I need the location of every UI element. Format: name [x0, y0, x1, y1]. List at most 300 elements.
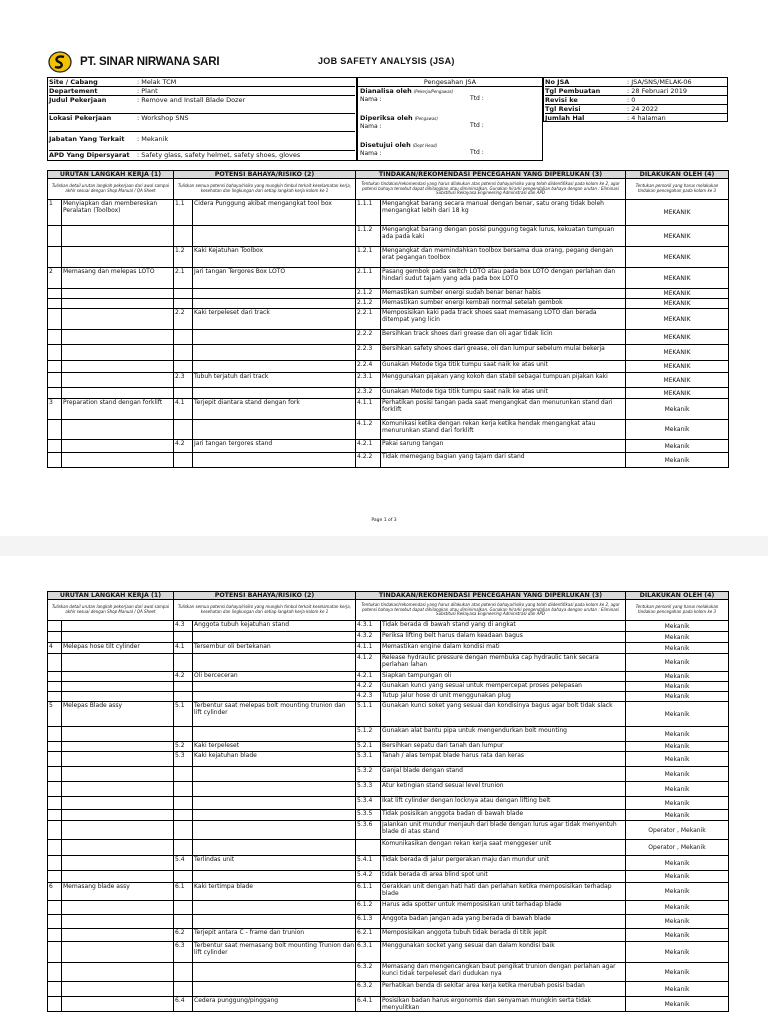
hazard-number: 4.1: [174, 399, 193, 420]
hazard-number: 6.1: [174, 883, 193, 901]
step-text: [62, 420, 174, 440]
step-number: [48, 440, 62, 453]
step-text: Melepas Blade assy: [62, 702, 174, 727]
company-name: PT. SINAR NIRWANA SARI: [80, 56, 220, 68]
step-text: [62, 345, 174, 361]
table-row: [48, 388, 729, 399]
column-desc-steps: Tuliskan detail urutan langkah pekerjaan dari awal sampai akhir sesuai dengan Shop Manual / QA Sheet: [48, 600, 174, 621]
hazard-text: [193, 901, 356, 915]
column-desc-performed-by: Tentukan personil yang harus melakukan tindakan pencegahan pada kolom ke 3: [626, 179, 729, 200]
hazard-number: [174, 797, 193, 810]
hazard-number: 4.3: [174, 621, 193, 632]
hazard-number: [174, 901, 193, 915]
action-number: 2.2.2: [356, 330, 381, 345]
action-number: 5.3.5: [356, 810, 381, 821]
step-number: 6: [48, 883, 62, 901]
hazard-text: Kaki tertimpa blade: [193, 883, 356, 901]
step-text: [62, 289, 174, 299]
revision-date-label: Tgl Revisi: [545, 105, 581, 113]
step-number: [48, 782, 62, 797]
action-number: 4.3.1: [356, 621, 381, 632]
performed-by: Mekanik: [626, 692, 729, 702]
step-number: 1: [48, 200, 62, 226]
hazard-text: [193, 420, 356, 440]
step-text: Memasang blade assy: [62, 883, 174, 901]
step-text: [62, 373, 174, 388]
performed-by: MEKANIK: [626, 299, 729, 309]
revision-date-value: : 24 2022: [627, 105, 659, 113]
step-number: [48, 621, 62, 632]
location-row: [49, 114, 355, 132]
document-header: [48, 49, 728, 75]
action-text: Periksa lifting belt harus dalam keadaan bagus: [381, 632, 626, 643]
table-row: [48, 692, 729, 702]
hazard-number: [174, 963, 193, 982]
step-number: 4: [48, 643, 62, 654]
step-number: 3: [48, 399, 62, 420]
step-number: [48, 453, 62, 468]
action-number: 4.1.1: [356, 399, 381, 420]
hazard-number: 2.2: [174, 309, 193, 330]
checked-name: Nama :: [360, 123, 382, 130]
action-number: 2.3.1: [356, 373, 381, 388]
action-text: Komunikasi ketika dengan rekan kerja ketika hendak mengangkat atau menurunkan stand dari forklift: [381, 420, 626, 440]
document-info-box: [543, 77, 728, 122]
hazard-number: [174, 840, 193, 856]
step-number: [48, 632, 62, 643]
column-desc-performed-by: Tentukan personil yang harus melakukan tindakan pencegahan pada kolom ke 3: [626, 600, 729, 621]
table-row: [48, 643, 729, 654]
table-row: [48, 702, 729, 727]
step-text: [62, 309, 174, 330]
performed-by: MEKANIK: [626, 309, 729, 330]
column-desc-actions: Tentukan tindakan/rekomendasi yang harus dilakukan atas potensi bahaya/risiko yang telah diidentifikasi pada kolom ke 2, agar potensi bahaya tersebut dapat dihilangkan atau diminimalkan. Gunakan hirarki pengendalian bahaya dengan urutan : Eliminasi Substitusi Rekayasa Engineering Adminstrasi dan APD: [356, 600, 626, 621]
approved-signature: Ttd :: [470, 149, 484, 156]
performed-by: Mekanik: [626, 440, 729, 453]
position-value: : Mekanik: [137, 135, 169, 143]
performed-by: Mekanik: [626, 963, 729, 982]
table-row: [48, 821, 729, 840]
performed-by: Mekanik: [626, 453, 729, 468]
step-text: [62, 672, 174, 682]
approval-checked: [360, 114, 540, 131]
hazard-text: Oli berceceran: [193, 672, 356, 682]
action-text: Pasang gembok pada switch LOTO atau pada box LOTO dengan perlahan dan hindari sudut tajam yang ada pada box LOTO: [381, 268, 626, 289]
analyzed-signature: Ttd :: [470, 95, 484, 102]
performed-by: MEKANIK: [626, 373, 729, 388]
apd-label: APD Yang Dipersyarat: [49, 151, 130, 159]
table-row: [48, 226, 729, 247]
table-description-row: [48, 179, 729, 200]
hazard-number: [174, 420, 193, 440]
action-number: 4.2.1: [356, 440, 381, 453]
table-body-page-1: [48, 200, 729, 468]
step-number: [48, 226, 62, 247]
action-text: Release hydraulic pressure dengan membuka cap hydraulic tank secara perlahan lahan: [381, 654, 626, 672]
performed-by: Mekanik: [626, 643, 729, 654]
performed-by: MEKANIK: [626, 345, 729, 361]
step-text: [62, 821, 174, 840]
step-text: [62, 871, 174, 883]
step-number: [48, 330, 62, 345]
jsa-number-label: No JSA: [545, 78, 570, 86]
action-text: Komunikasikan dengan rekan kerja saat menggeser unit: [381, 840, 626, 856]
action-text: Bersihkan sepatu dari tanah dan lumpur: [381, 742, 626, 752]
performed-by: Mekanik: [626, 883, 729, 901]
step-text: [62, 654, 174, 672]
action-text: Pakai sarung tangan: [381, 440, 626, 453]
location-label: Lokasi Pekerjaan: [49, 114, 112, 122]
performed-by: Mekanik: [626, 752, 729, 767]
step-text: [62, 621, 174, 632]
column-header-steps: URUTAN LANGKAH KERJA (1): [48, 171, 174, 179]
step-text: [62, 682, 174, 692]
hazard-number: 4.2: [174, 672, 193, 682]
hazard-text: Kaki Kejatuhan Toolbox: [193, 247, 356, 268]
action-number: 5.3.6: [356, 821, 381, 840]
action-number: 4.1.2: [356, 420, 381, 440]
table-row: [48, 742, 729, 752]
action-text: Tidak berada di jalur pergerakan maju dan mundur unit: [381, 856, 626, 871]
created-date-value: : 28 Februari 2019: [627, 87, 687, 95]
hazard-number: [174, 692, 193, 702]
step-text: [62, 453, 174, 468]
table-row: [48, 840, 729, 856]
action-number: 1.1.1: [356, 200, 381, 226]
step-text: [62, 330, 174, 345]
action-text: Perhatikan benda di sekitar area kerja ketika merubah posisi badan: [381, 982, 626, 997]
hazard-text: [193, 361, 356, 373]
hazard-text: Kaki terpeleset dari track: [193, 309, 356, 330]
step-text: [62, 963, 174, 982]
action-text: Gunakan kunci yang sesuai untuk mempercepat proses pelepasan: [381, 682, 626, 692]
job-title-row: [49, 96, 355, 114]
action-text: Gerakkan unit dengan hati hati dan perlahan ketika memposisikan terhadap blade: [381, 883, 626, 901]
table-row: [48, 420, 729, 440]
step-number: [48, 840, 62, 856]
table-row: [48, 399, 729, 420]
performed-by: Mekanik: [626, 982, 729, 997]
hazard-text: Anggota tubuh kejatuhan stand: [193, 621, 356, 632]
step-text: [62, 982, 174, 997]
action-number: 6.3.1: [356, 942, 381, 963]
step-number: [48, 373, 62, 388]
hazard-text: [193, 388, 356, 399]
action-text: Gunakan kunci soket yang sesuai dan kondisinya bagus agar bolt tidak slack: [381, 702, 626, 727]
hazard-number: [174, 453, 193, 468]
step-number: [48, 901, 62, 915]
checked-role: (Pengawas): [414, 116, 438, 121]
action-text: Mengangkat dan memindahkan toolbox bersama dua orang, pegang dengan erat pegangan toolbox: [381, 247, 626, 268]
action-text: Tutup jalur hose di unit menggunakan plug: [381, 692, 626, 702]
step-text: [62, 840, 174, 856]
step-text: [62, 810, 174, 821]
table-row: [48, 654, 729, 672]
site-row: [49, 78, 355, 87]
performed-by: Mekanik: [626, 632, 729, 643]
action-number: 2.3.2: [356, 388, 381, 399]
performed-by: Mekanik: [626, 915, 729, 929]
hazard-text: Kaki kejatuhan blade: [193, 752, 356, 767]
hazard-text: [193, 797, 356, 810]
hazard-text: Cidera Punggung akibat mengangkat tool box: [193, 200, 356, 226]
step-number: [48, 856, 62, 871]
hazard-text: [193, 453, 356, 468]
table-row: [48, 727, 729, 742]
hazard-number: [174, 982, 193, 997]
hazard-text: Terbentur saat memasang bolt mounting Trunion dan lift cylinder: [193, 942, 356, 963]
table-row: [48, 268, 729, 289]
company-logo-icon: [48, 51, 72, 73]
step-number: [48, 361, 62, 373]
hazard-number: [174, 821, 193, 840]
analyzed-name: Nama :: [360, 96, 382, 103]
hazard-number: 5.2: [174, 742, 193, 752]
page-2: [0, 556, 768, 1024]
action-text: Memastikan sumber energi sudah benar benar habis: [381, 289, 626, 299]
hazard-text: Kaki terpeleset: [193, 742, 356, 752]
hazard-text: [193, 682, 356, 692]
position-row: [49, 132, 355, 151]
hazard-number: [174, 299, 193, 309]
step-number: [48, 289, 62, 299]
step-number: [48, 997, 62, 1012]
table-row: [48, 901, 729, 915]
table-row: [48, 200, 729, 226]
performed-by: MEKANIK: [626, 330, 729, 345]
hazard-text: [193, 727, 356, 742]
table-row: [48, 672, 729, 682]
step-number: [48, 915, 62, 929]
approval-approved: [360, 141, 540, 158]
action-text: Ikat lift cylinder dengan locknya atau dengan lifting belt: [381, 797, 626, 810]
hazard-number: [174, 782, 193, 797]
approval-analyzed: [360, 87, 540, 104]
action-text: Bersihkan safety shoes dari grease, oli dan lumpur sebelum mulai bekerja: [381, 345, 626, 361]
job-info-box: [47, 77, 357, 161]
hazard-number: 4.1: [174, 643, 193, 654]
hazard-number: 2.1: [174, 268, 193, 289]
action-number: 5.4.1: [356, 856, 381, 871]
hazard-text: Cedera punggung/pinggang: [193, 997, 356, 1012]
performed-by: Mekanik: [626, 997, 729, 1012]
column-desc-hazards: Tuliskan semua potensi bahaya/risiko yang mungkin timbul terkait keselamatan kerja, kesehatan dan lingkungan dari setiap langkah kerja kolom ke 1: [174, 600, 356, 621]
step-text: [62, 752, 174, 767]
action-text: Mengangkat barang secara manual dengan benar, satu orang tidak boleh mengangkat lebih dari 18 kg: [381, 200, 626, 226]
hazard-number: 1.1: [174, 200, 193, 226]
step-text: [62, 299, 174, 309]
step-text: [62, 632, 174, 643]
hazard-number: 5.1: [174, 702, 193, 727]
action-number: 5.1.2: [356, 727, 381, 742]
revision-value: : 0: [627, 96, 636, 104]
step-text: Memasang dan melepas LOTO: [62, 268, 174, 289]
performed-by: Mekanik: [626, 727, 729, 742]
performed-by: Mekanik: [626, 797, 729, 810]
performed-by: Mekanik: [626, 871, 729, 883]
step-number: [48, 963, 62, 982]
table-row: [48, 682, 729, 692]
step-number: 2: [48, 268, 62, 289]
action-text: Gunakan Metode tiga titik tumpu saat naik ke atas unit: [381, 361, 626, 373]
performed-by: Operator , Mekanik: [626, 821, 729, 840]
action-number: 6.3.2: [356, 963, 381, 982]
performed-by: Mekanik: [626, 742, 729, 752]
action-number: 2.1.1: [356, 268, 381, 289]
performed-by: Mekanik: [626, 702, 729, 727]
position-label: Jabatan Yang Terkait: [49, 135, 125, 143]
table-row: [48, 782, 729, 797]
performed-by: Mekanik: [626, 942, 729, 963]
performed-by: Mekanik: [626, 672, 729, 682]
action-number: 5.3.2: [356, 767, 381, 782]
analyzed-label: Dianalisa oleh: [360, 87, 412, 95]
department-row: [49, 87, 355, 96]
table-header-row: [48, 592, 729, 600]
hazard-text: [193, 632, 356, 643]
checked-label: Diperiksa oleh: [360, 114, 413, 122]
hazard-number: 5.3: [174, 752, 193, 767]
action-text: Posisikan badan harus ergonomis dan senyaman mungkin serta tidak menyulitkan: [381, 997, 626, 1012]
step-text: [62, 361, 174, 373]
performed-by: Mekanik: [626, 782, 729, 797]
step-text: Preparation stand dengan forklift: [62, 399, 174, 420]
column-header-performed-by: DILAKUKAN OLEH (4): [626, 592, 729, 600]
column-header-steps: URUTAN LANGKAH KERJA (1): [48, 592, 174, 600]
hazard-text: [193, 767, 356, 782]
created-date-label: Tgl Pembuatan: [545, 87, 601, 95]
action-text: Memposisikan anggota tubuh tidak berada di titik jepit: [381, 929, 626, 942]
action-number: 5.4.2: [356, 871, 381, 883]
hazard-number: 6.4: [174, 997, 193, 1012]
table-header-row: [48, 171, 729, 179]
jsa-table-page-2: [47, 591, 729, 1012]
hazard-text: [193, 915, 356, 929]
hazard-number: 2.3: [174, 373, 193, 388]
action-number: 4.2.2: [356, 453, 381, 468]
action-text: Gunakan alat bantu pipa untuk mengendurkan bolt mounting: [381, 727, 626, 742]
hazard-text: [193, 963, 356, 982]
step-text: [62, 388, 174, 399]
jsa-number-row: [545, 78, 727, 87]
hazard-number: 1.2: [174, 247, 193, 268]
performed-by: Mekanik: [626, 682, 729, 692]
action-number: 1.2.1: [356, 247, 381, 268]
action-text: Harus ada spotter untuk memposisikan unit terhadap blade: [381, 901, 626, 915]
table-row: [48, 309, 729, 330]
table-row: [48, 982, 729, 997]
action-text: Jalankan unit mundur menjauh dari blade dengan lurus agar tidak menyentuh blade di atas stand: [381, 821, 626, 840]
action-number: 6.1.3: [356, 915, 381, 929]
page-footer: Page 1 of 3: [371, 518, 397, 523]
action-number: 2.1.2: [356, 299, 381, 309]
action-text: Anggota badan jangan ada yang berada di bawah blade: [381, 915, 626, 929]
department-value: : Plant: [137, 87, 158, 95]
action-number: 1.1.2: [356, 226, 381, 247]
action-text: Memastikan engine dalam kondisi mati: [381, 643, 626, 654]
table-row: [48, 247, 729, 268]
jsa-number-value: : JSA/SNS/MELAK-06: [627, 78, 692, 86]
action-text: Perhatikan posisi tangan pada saat mengangkat dan menurunkan stand dari forklift: [381, 399, 626, 420]
performed-by: Mekanik: [626, 621, 729, 632]
performed-by: Mekanik: [626, 856, 729, 871]
step-text: [62, 727, 174, 742]
action-text: Tidak memegang bagian yang tajam dari stand: [381, 453, 626, 468]
table-row: [48, 871, 729, 883]
step-number: [48, 672, 62, 682]
step-number: [48, 309, 62, 330]
action-number: 6.1.1: [356, 883, 381, 901]
performed-by: MEKANIK: [626, 388, 729, 399]
action-number: 4.2.3: [356, 692, 381, 702]
step-text: [62, 797, 174, 810]
hazard-text: Tersembur oli bertekanan: [193, 643, 356, 654]
action-number: [356, 840, 381, 856]
action-text: Ganjal blade dengan stand: [381, 767, 626, 782]
hazard-number: 6.2: [174, 929, 193, 942]
step-text: [62, 901, 174, 915]
step-number: [48, 420, 62, 440]
performed-by: MEKANIK: [626, 289, 729, 299]
table-row: [48, 453, 729, 468]
analyzed-role: (Pekerja/Pengawas): [413, 89, 454, 94]
action-text: Atur ketingian stand sesuai level trunion: [381, 782, 626, 797]
hazard-text: [193, 654, 356, 672]
performed-by: MEKANIK: [626, 268, 729, 289]
document-title: JOB SAFETY ANALYSIS (JSA): [318, 56, 455, 66]
table-row: [48, 373, 729, 388]
apd-row: [49, 151, 355, 161]
performed-by: MEKANIK: [626, 247, 729, 268]
hazard-text: [193, 871, 356, 883]
action-text: Memastikan sumber energi kembali normal setelah gembok: [381, 299, 626, 309]
action-number: 5.1.1: [356, 702, 381, 727]
job-title-value: : Remove and Install Blade Dozer: [137, 96, 246, 104]
column-desc-steps: Tuliskan detail urutan langkah pekerjaan dari awal sampai akhir sesuai dengan Shop Manual / QA Sheet: [48, 179, 174, 200]
hazard-number: [174, 915, 193, 929]
table-row: [48, 997, 729, 1012]
table-row: [48, 752, 729, 767]
step-text: [62, 767, 174, 782]
approved-role: (Dept Head): [412, 143, 438, 148]
step-text: Melepas hose tilt cylinder: [62, 643, 174, 654]
performed-by: Operator , Mekanik: [626, 840, 729, 856]
step-number: [48, 654, 62, 672]
hazard-text: [193, 982, 356, 997]
hazard-text: [193, 345, 356, 361]
step-text: [62, 692, 174, 702]
step-number: [48, 692, 62, 702]
step-text: [62, 997, 174, 1012]
step-number: [48, 797, 62, 810]
site-value: : Melak TCM: [137, 78, 177, 86]
action-number: 6.3.2: [356, 982, 381, 997]
created-date-row: [545, 87, 727, 96]
hazard-number: [174, 345, 193, 361]
action-text: Memasang dan mengencangkan baut pengikat trunion dengan perlahan agar kunci tidak terpeleset dari dudukan nya: [381, 963, 626, 982]
table-row: [48, 963, 729, 982]
approval-title: Pengesahan JSA: [358, 78, 542, 87]
department-label: Departement: [49, 87, 98, 95]
step-text: [62, 915, 174, 929]
action-number: 2.1.2: [356, 289, 381, 299]
column-header-performed-by: DILAKUKAN OLEH (4): [626, 171, 729, 179]
action-number: 5.3.1: [356, 752, 381, 767]
step-number: [48, 752, 62, 767]
step-text: [62, 247, 174, 268]
step-text: [62, 929, 174, 942]
table-row: [48, 621, 729, 632]
